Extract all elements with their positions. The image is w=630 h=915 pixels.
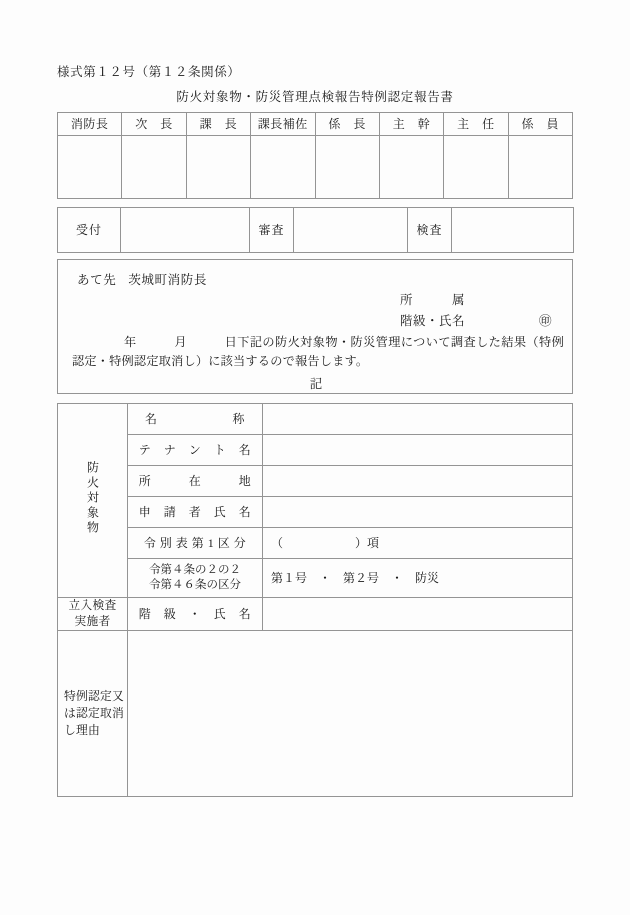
building-group-label-text: 防火対象物 <box>85 460 100 536</box>
table-row <box>58 404 573 435</box>
ordinance-label-line2: 令第４６条の区分 <box>149 579 241 591</box>
inspection-value[interactable] <box>452 208 574 253</box>
approval-stamp-cell[interactable] <box>315 136 379 199</box>
approval-header-cell: 係 員 <box>508 113 572 136</box>
approval-header-cell: 課 長 <box>186 113 250 136</box>
inspector-label-line2: 実施者 <box>74 613 111 628</box>
building-group-label <box>58 404 128 598</box>
approval-table <box>57 112 573 199</box>
approval-header-row <box>58 113 573 136</box>
table-row <box>58 497 573 528</box>
approval-stamp-cell[interactable] <box>58 136 122 199</box>
reception-table <box>57 207 574 253</box>
approval-header-cell: 次 長 <box>122 113 186 136</box>
affiliation-label: 所 属 <box>400 293 466 307</box>
approval-stamp-cell[interactable] <box>379 136 443 199</box>
row-value-ordinance-classification[interactable]: 第１号 ・ 第２号 ・ 防災 <box>263 559 573 598</box>
table-row <box>58 466 573 497</box>
row-label-address: 所 在 地 <box>128 466 263 497</box>
table-row <box>58 559 573 598</box>
approval-header-cell: 係 長 <box>315 113 379 136</box>
row-value-inspector-rank-name[interactable] <box>263 598 573 631</box>
row-value-tenant[interactable] <box>263 435 573 466</box>
row-label-name: 名 称 <box>128 404 263 435</box>
approval-stamp-row <box>58 136 573 199</box>
approval-stamp-cell[interactable] <box>444 136 508 199</box>
row-value-appendix-category[interactable]: （ ）項 <box>263 528 573 559</box>
rank-name-label: 階級・氏名 <box>400 314 466 328</box>
reason-label: 特例認定又は認定取消し理由 <box>58 630 128 796</box>
declaration-text: 年 月 日下記の防火対象物・防災管理について調査した結果（特例認定・特例認定取消し）に該当するので報告します。 <box>72 335 564 368</box>
table-row <box>58 435 573 466</box>
examination-label: 審査 <box>250 208 294 253</box>
row-label-tenant: テ ナ ン ト 名 <box>128 435 263 466</box>
approval-stamp-cell[interactable] <box>251 136 315 199</box>
document-title: 防火対象物・防災管理点検報告特例認定報告書 <box>176 90 454 104</box>
examination-value[interactable] <box>294 208 408 253</box>
reception-row <box>58 208 574 253</box>
approval-stamp-cell[interactable] <box>122 136 186 199</box>
approval-header-cell: 主 幹 <box>379 113 443 136</box>
addressee-label: あて先 <box>77 273 117 287</box>
reception-value[interactable] <box>121 208 250 253</box>
row-label-ordinance-classification <box>128 559 263 598</box>
row-label-applicant: 申 請 者 氏 名 <box>128 497 263 528</box>
inspector-group-label <box>58 598 128 631</box>
approval-header-cell: 課長補佐 <box>251 113 315 136</box>
row-value-address[interactable] <box>263 466 573 497</box>
reception-label: 受付 <box>58 208 121 253</box>
statement-box <box>57 259 573 394</box>
approval-stamp-cell[interactable] <box>186 136 250 199</box>
form-number: 様式第１２号（第１２条関係） <box>57 65 241 79</box>
detail-table <box>57 403 573 797</box>
seal-icon: ㊞ <box>539 314 552 328</box>
table-row <box>58 630 573 796</box>
inspection-label: 検査 <box>408 208 452 253</box>
row-label-appendix-category: 令 別 表 第 1 区 分 <box>128 528 263 559</box>
reason-value[interactable] <box>128 630 573 796</box>
approval-header-cell: 消防長 <box>58 113 122 136</box>
ordinance-label-line1: 令第４条の２の２ <box>149 564 241 577</box>
table-row <box>58 598 573 631</box>
approval-header-cell: 主 任 <box>444 113 508 136</box>
ki-mark: 記 <box>309 377 323 391</box>
row-value-name[interactable] <box>263 404 573 435</box>
addressee-value: 茨城町消防長 <box>128 273 207 287</box>
inspector-label-line1: 立入検査 <box>68 598 117 612</box>
approval-stamp-cell[interactable] <box>508 136 572 199</box>
row-label-inspector-rank-name: 階 級 ・ 氏 名 <box>128 598 263 631</box>
row-value-applicant[interactable] <box>263 497 573 528</box>
addressee <box>77 270 207 288</box>
table-row <box>58 528 573 559</box>
